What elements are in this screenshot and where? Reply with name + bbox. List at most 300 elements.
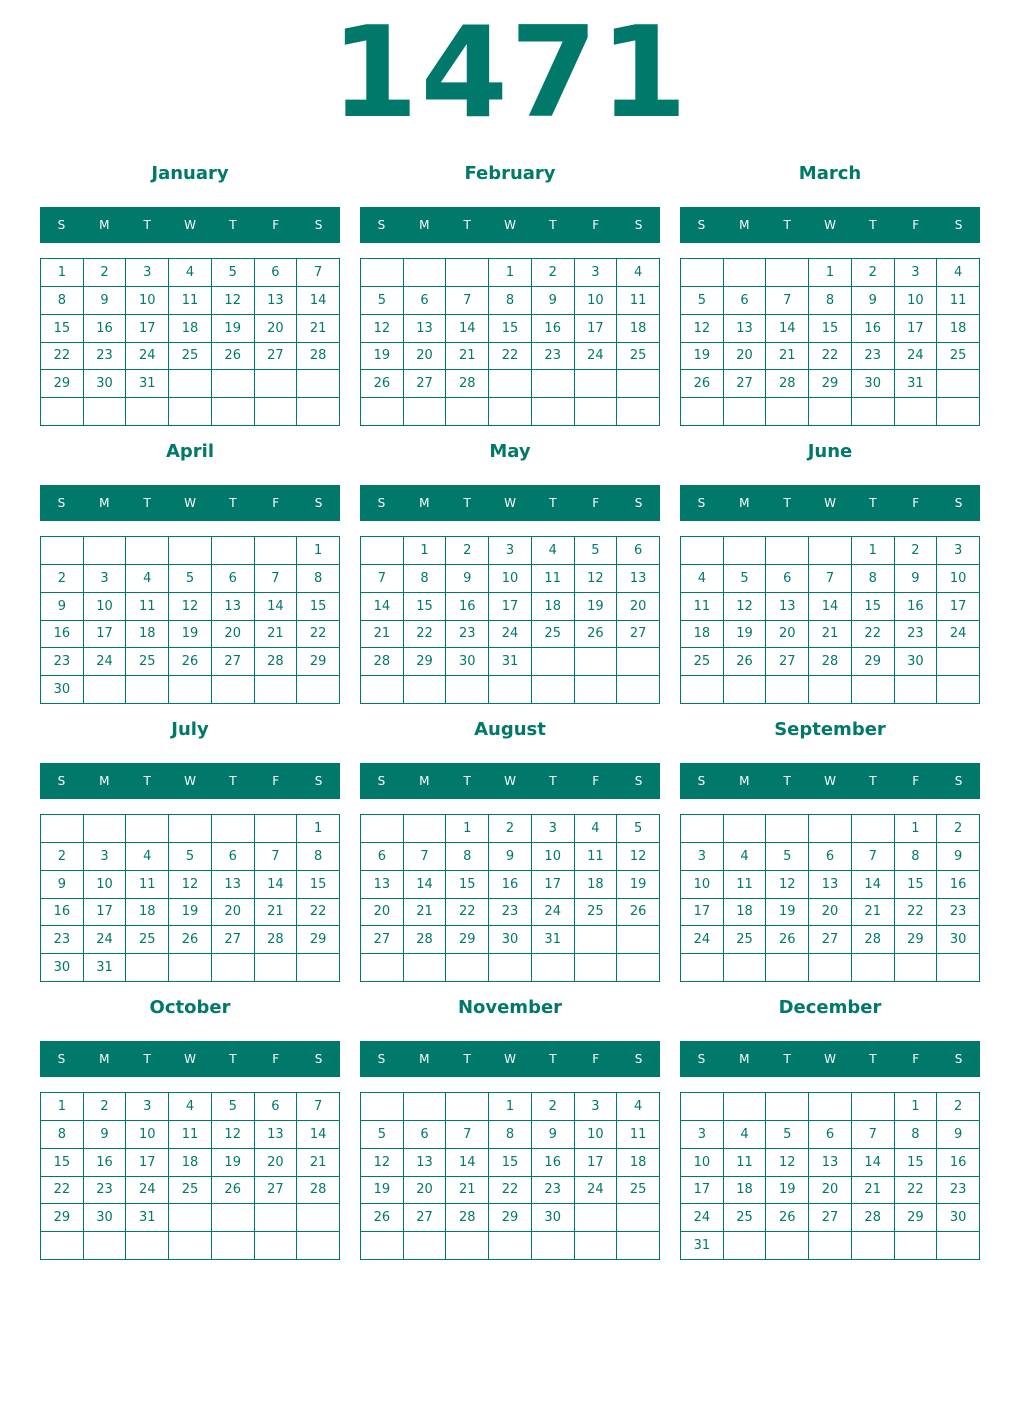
empty-day-cell <box>212 954 255 982</box>
weekday-label: S <box>634 774 643 788</box>
day-cell: 13 <box>255 287 298 315</box>
day-cell: 13 <box>255 1121 298 1149</box>
day-cell: 5 <box>617 815 660 843</box>
empty-day-cell <box>809 537 852 565</box>
day-cell: 20 <box>617 593 660 621</box>
day-cell: 9 <box>532 287 575 315</box>
day-cell: 21 <box>852 1177 895 1205</box>
day-cell: 22 <box>809 343 852 371</box>
empty-day-cell <box>681 676 724 704</box>
weekday-label: W <box>504 774 516 788</box>
day-cell: 17 <box>84 621 127 649</box>
empty-day-cell <box>212 676 255 704</box>
empty-day-cell <box>126 537 169 565</box>
empty-day-cell <box>297 676 340 704</box>
day-cell: 1 <box>41 259 84 287</box>
empty-day-cell <box>297 954 340 982</box>
weekday-label: S <box>57 1052 66 1066</box>
day-cell: 9 <box>446 565 489 593</box>
day-cell: 27 <box>617 621 660 649</box>
day-cell: 5 <box>212 1093 255 1121</box>
day-cell: 24 <box>532 899 575 927</box>
day-cell: 30 <box>852 370 895 398</box>
day-cell: 13 <box>404 315 447 343</box>
empty-day-cell <box>489 398 532 426</box>
day-cell: 4 <box>681 565 724 593</box>
empty-day-cell <box>809 954 852 982</box>
day-cell: 30 <box>937 926 980 954</box>
day-cell: 16 <box>852 315 895 343</box>
weekday-label: M <box>419 496 430 510</box>
day-cell: 17 <box>681 1177 724 1205</box>
day-cell: 4 <box>169 1093 212 1121</box>
empty-day-cell <box>404 259 447 287</box>
weekday-label: F <box>592 496 600 510</box>
day-cell: 30 <box>41 954 84 982</box>
day-cell: 8 <box>404 565 447 593</box>
day-cell: 7 <box>852 1121 895 1149</box>
day-cell: 11 <box>126 593 169 621</box>
day-cell: 6 <box>404 1121 447 1149</box>
weekday-label: M <box>739 496 750 510</box>
empty-day-cell <box>255 1232 298 1260</box>
day-cell: 23 <box>489 899 532 927</box>
empty-day-cell <box>575 648 618 676</box>
empty-day-cell <box>852 398 895 426</box>
day-grid <box>360 814 660 982</box>
weekday-header <box>360 1041 660 1077</box>
day-cell: 8 <box>895 1121 938 1149</box>
empty-day-cell <box>895 676 938 704</box>
day-cell: 15 <box>895 871 938 899</box>
weekday-label: T <box>229 218 237 232</box>
day-grid <box>40 536 340 704</box>
day-cell: 3 <box>84 843 127 871</box>
day-cell: 30 <box>41 676 84 704</box>
day-cell: 27 <box>212 648 255 676</box>
weekday-label: W <box>184 774 196 788</box>
day-cell: 3 <box>84 565 127 593</box>
day-cell: 30 <box>532 1204 575 1232</box>
day-cell: 26 <box>361 1204 404 1232</box>
day-cell: 23 <box>446 621 489 649</box>
empty-day-cell <box>617 676 660 704</box>
day-cell: 11 <box>617 287 660 315</box>
day-cell: 19 <box>361 343 404 371</box>
day-cell: 6 <box>809 843 852 871</box>
day-cell: 22 <box>297 899 340 927</box>
day-cell: 18 <box>169 315 212 343</box>
day-cell: 22 <box>895 1177 938 1205</box>
day-cell: 10 <box>126 287 169 315</box>
day-cell: 18 <box>126 621 169 649</box>
day-cell: 24 <box>126 343 169 371</box>
weekday-label: S <box>57 218 66 232</box>
empty-day-cell <box>361 954 404 982</box>
day-cell: 23 <box>532 1177 575 1205</box>
day-cell: 18 <box>169 1149 212 1177</box>
day-cell: 24 <box>84 648 127 676</box>
day-cell: 19 <box>169 899 212 927</box>
day-cell: 29 <box>41 1204 84 1232</box>
empty-day-cell <box>766 1232 809 1260</box>
empty-day-cell <box>169 1232 212 1260</box>
day-cell: 25 <box>532 621 575 649</box>
weekday-label: T <box>869 218 877 232</box>
day-cell: 7 <box>766 287 809 315</box>
day-cell: 20 <box>212 899 255 927</box>
day-cell: 21 <box>361 621 404 649</box>
empty-day-cell <box>169 537 212 565</box>
day-cell: 12 <box>617 843 660 871</box>
day-cell: 18 <box>126 899 169 927</box>
day-cell: 2 <box>532 259 575 287</box>
weekday-label: T <box>143 496 151 510</box>
day-cell: 7 <box>255 565 298 593</box>
day-cell: 15 <box>852 593 895 621</box>
day-cell: 23 <box>532 343 575 371</box>
day-cell: 6 <box>212 843 255 871</box>
empty-day-cell <box>532 398 575 426</box>
empty-day-cell <box>361 398 404 426</box>
empty-day-cell <box>489 676 532 704</box>
weekday-label: S <box>697 774 706 788</box>
empty-day-cell <box>766 398 809 426</box>
day-grid <box>680 814 980 982</box>
day-cell: 6 <box>404 287 447 315</box>
weekday-label: M <box>739 218 750 232</box>
day-cell: 30 <box>895 648 938 676</box>
day-cell: 29 <box>297 648 340 676</box>
day-cell: 19 <box>766 1177 809 1205</box>
empty-day-cell <box>724 398 767 426</box>
weekday-label: F <box>272 774 280 788</box>
weekday-label: S <box>314 496 323 510</box>
empty-day-cell <box>169 1204 212 1232</box>
day-cell: 12 <box>681 315 724 343</box>
empty-day-cell <box>126 1232 169 1260</box>
day-cell: 10 <box>895 287 938 315</box>
day-cell: 17 <box>937 593 980 621</box>
empty-day-cell <box>681 1093 724 1121</box>
empty-day-cell <box>446 398 489 426</box>
day-cell: 27 <box>809 926 852 954</box>
day-cell: 13 <box>724 315 767 343</box>
day-cell: 12 <box>766 1149 809 1177</box>
day-cell: 19 <box>575 593 618 621</box>
day-cell: 31 <box>126 1204 169 1232</box>
weekday-label: M <box>739 1052 750 1066</box>
empty-day-cell <box>617 370 660 398</box>
day-cell: 24 <box>489 621 532 649</box>
weekday-label: W <box>504 1052 516 1066</box>
day-cell: 1 <box>489 259 532 287</box>
day-cell: 16 <box>41 621 84 649</box>
day-cell: 8 <box>852 565 895 593</box>
weekday-label: T <box>869 1052 877 1066</box>
day-cell: 26 <box>575 621 618 649</box>
day-cell: 12 <box>169 871 212 899</box>
day-cell: 6 <box>766 565 809 593</box>
day-cell: 1 <box>809 259 852 287</box>
day-cell: 4 <box>575 815 618 843</box>
day-cell: 27 <box>212 926 255 954</box>
day-grid <box>40 1092 340 1260</box>
empty-day-cell <box>169 676 212 704</box>
weekday-label: W <box>824 496 836 510</box>
day-cell: 1 <box>41 1093 84 1121</box>
empty-day-cell <box>724 259 767 287</box>
month-name: August <box>474 719 546 740</box>
day-cell: 19 <box>212 1149 255 1177</box>
day-cell: 8 <box>41 287 84 315</box>
day-cell: 28 <box>361 648 404 676</box>
empty-day-cell <box>212 815 255 843</box>
weekday-label: W <box>824 218 836 232</box>
weekday-label: M <box>419 218 430 232</box>
empty-day-cell <box>84 398 127 426</box>
empty-day-cell <box>169 815 212 843</box>
weekday-label: T <box>463 218 471 232</box>
day-cell: 30 <box>84 1204 127 1232</box>
day-cell: 14 <box>809 593 852 621</box>
day-cell: 7 <box>446 1121 489 1149</box>
empty-day-cell <box>852 676 895 704</box>
day-cell: 19 <box>617 871 660 899</box>
day-cell: 7 <box>852 843 895 871</box>
day-cell: 26 <box>724 648 767 676</box>
day-cell: 7 <box>404 843 447 871</box>
day-cell: 10 <box>489 565 532 593</box>
day-cell: 23 <box>852 343 895 371</box>
day-cell: 11 <box>937 287 980 315</box>
day-cell: 21 <box>297 315 340 343</box>
day-cell: 21 <box>255 621 298 649</box>
day-cell: 29 <box>809 370 852 398</box>
day-cell: 22 <box>297 621 340 649</box>
day-cell: 17 <box>575 315 618 343</box>
day-cell: 14 <box>255 593 298 621</box>
day-cell: 16 <box>532 1149 575 1177</box>
day-cell: 23 <box>937 1177 980 1205</box>
weekday-label: S <box>954 496 963 510</box>
weekday-header <box>40 763 340 799</box>
weekday-label: T <box>869 496 877 510</box>
empty-day-cell <box>361 537 404 565</box>
empty-day-cell <box>212 370 255 398</box>
empty-day-cell <box>297 1232 340 1260</box>
day-cell: 10 <box>575 1121 618 1149</box>
day-cell: 25 <box>575 899 618 927</box>
day-cell: 5 <box>766 843 809 871</box>
weekday-label: S <box>954 218 963 232</box>
day-cell: 12 <box>724 593 767 621</box>
day-cell: 30 <box>937 1204 980 1232</box>
day-cell: 31 <box>84 954 127 982</box>
empty-day-cell <box>724 815 767 843</box>
weekday-label: S <box>377 1052 386 1066</box>
empty-day-cell <box>84 1232 127 1260</box>
empty-day-cell <box>84 676 127 704</box>
day-cell: 3 <box>937 537 980 565</box>
day-cell: 21 <box>766 343 809 371</box>
weekday-header <box>680 1041 980 1077</box>
weekday-label: S <box>377 774 386 788</box>
empty-day-cell <box>724 1232 767 1260</box>
weekday-label: M <box>419 1052 430 1066</box>
day-cell: 26 <box>212 343 255 371</box>
empty-day-cell <box>895 954 938 982</box>
empty-day-cell <box>361 676 404 704</box>
day-cell: 14 <box>852 871 895 899</box>
day-cell: 2 <box>84 1093 127 1121</box>
day-cell: 5 <box>169 565 212 593</box>
day-cell: 3 <box>489 537 532 565</box>
day-cell: 11 <box>724 871 767 899</box>
empty-day-cell <box>404 954 447 982</box>
empty-day-cell <box>809 1232 852 1260</box>
day-cell: 18 <box>681 621 724 649</box>
weekday-label: T <box>549 1052 557 1066</box>
empty-day-cell <box>681 537 724 565</box>
weekday-label: T <box>229 774 237 788</box>
day-cell: 7 <box>446 287 489 315</box>
weekday-header <box>680 207 980 243</box>
day-cell: 13 <box>212 593 255 621</box>
weekday-label: F <box>592 218 600 232</box>
empty-day-cell <box>681 259 724 287</box>
day-cell: 24 <box>681 926 724 954</box>
empty-day-cell <box>809 815 852 843</box>
empty-day-cell <box>41 398 84 426</box>
day-cell: 9 <box>852 287 895 315</box>
day-cell: 2 <box>41 565 84 593</box>
day-cell: 21 <box>446 343 489 371</box>
day-cell: 28 <box>852 1204 895 1232</box>
weekday-label: S <box>634 496 643 510</box>
empty-day-cell <box>532 1232 575 1260</box>
empty-day-cell <box>361 815 404 843</box>
empty-day-cell <box>895 398 938 426</box>
weekday-label: S <box>377 218 386 232</box>
day-cell: 19 <box>724 621 767 649</box>
empty-day-cell <box>937 370 980 398</box>
empty-day-cell <box>809 676 852 704</box>
empty-day-cell <box>724 676 767 704</box>
day-cell: 27 <box>724 370 767 398</box>
day-cell: 16 <box>489 871 532 899</box>
day-cell: 12 <box>169 593 212 621</box>
day-cell: 14 <box>297 287 340 315</box>
day-cell: 3 <box>575 259 618 287</box>
empty-day-cell <box>809 1093 852 1121</box>
day-cell: 6 <box>617 537 660 565</box>
month-name: July <box>171 719 209 740</box>
empty-day-cell <box>766 676 809 704</box>
month-name: December <box>778 997 882 1018</box>
weekday-header <box>360 763 660 799</box>
day-cell: 19 <box>212 315 255 343</box>
day-cell: 26 <box>169 648 212 676</box>
day-cell: 15 <box>446 871 489 899</box>
empty-day-cell <box>126 954 169 982</box>
weekday-header <box>360 207 660 243</box>
weekday-label: F <box>912 1052 920 1066</box>
weekday-label: T <box>783 1052 791 1066</box>
day-grid <box>360 1092 660 1260</box>
empty-day-cell <box>766 1093 809 1121</box>
day-cell: 15 <box>297 871 340 899</box>
empty-day-cell <box>361 1232 404 1260</box>
day-cell: 22 <box>41 1177 84 1205</box>
day-cell: 26 <box>681 370 724 398</box>
day-cell: 1 <box>446 815 489 843</box>
day-cell: 28 <box>404 926 447 954</box>
day-cell: 28 <box>255 926 298 954</box>
day-cell: 20 <box>255 1149 298 1177</box>
day-cell: 19 <box>169 621 212 649</box>
day-cell: 13 <box>809 871 852 899</box>
weekday-label: T <box>463 1052 471 1066</box>
day-grid <box>680 536 980 704</box>
day-cell: 14 <box>852 1149 895 1177</box>
day-cell: 14 <box>404 871 447 899</box>
day-cell: 2 <box>852 259 895 287</box>
day-cell: 18 <box>575 871 618 899</box>
day-cell: 29 <box>895 1204 938 1232</box>
day-cell: 25 <box>724 926 767 954</box>
empty-day-cell <box>852 1232 895 1260</box>
weekday-label: T <box>869 774 877 788</box>
weekday-label: W <box>184 218 196 232</box>
day-cell: 5 <box>766 1121 809 1149</box>
day-cell: 9 <box>937 1121 980 1149</box>
day-cell: 8 <box>297 565 340 593</box>
empty-day-cell <box>41 537 84 565</box>
empty-day-cell <box>126 676 169 704</box>
weekday-label: F <box>592 1052 600 1066</box>
empty-day-cell <box>126 815 169 843</box>
weekday-header <box>680 485 980 521</box>
empty-day-cell <box>852 815 895 843</box>
empty-day-cell <box>852 954 895 982</box>
day-cell: 3 <box>126 1093 169 1121</box>
day-cell: 12 <box>361 315 404 343</box>
day-cell: 26 <box>361 370 404 398</box>
day-cell: 28 <box>852 926 895 954</box>
day-cell: 25 <box>169 1177 212 1205</box>
day-cell: 18 <box>532 593 575 621</box>
empty-day-cell <box>937 648 980 676</box>
day-cell: 12 <box>766 871 809 899</box>
day-cell: 24 <box>575 343 618 371</box>
day-cell: 3 <box>126 259 169 287</box>
day-cell: 11 <box>532 565 575 593</box>
year-title: 1471 <box>330 0 690 146</box>
day-cell: 1 <box>895 1093 938 1121</box>
month-name: May <box>489 441 531 462</box>
day-cell: 27 <box>255 1177 298 1205</box>
empty-day-cell <box>84 815 127 843</box>
weekday-label: S <box>634 218 643 232</box>
day-cell: 20 <box>361 899 404 927</box>
weekday-label: T <box>229 1052 237 1066</box>
day-cell: 23 <box>895 621 938 649</box>
day-cell: 16 <box>84 1149 127 1177</box>
empty-day-cell <box>681 398 724 426</box>
empty-day-cell <box>361 259 404 287</box>
day-cell: 27 <box>809 1204 852 1232</box>
